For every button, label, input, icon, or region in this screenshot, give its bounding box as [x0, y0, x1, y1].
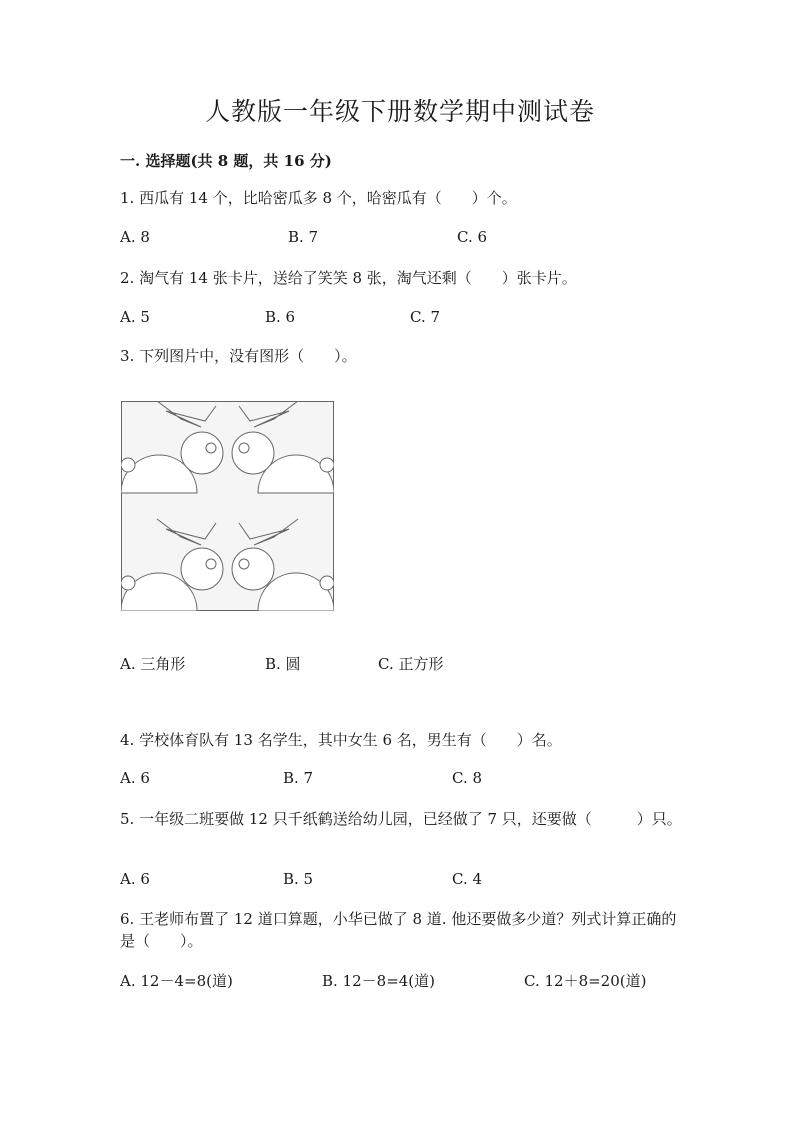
q6-option-c[interactable]: C. 12＋8=20(道) — [524, 972, 647, 990]
q3-option-a[interactable]: A. 三角形 — [120, 655, 186, 673]
q6-option-a[interactable]: A. 12－4=8(道) — [120, 972, 233, 990]
rabbit-shapes-figure — [121, 401, 334, 611]
page-title: 人教版一年级下册数学期中测试卷 — [204, 97, 595, 126]
question-5: 5. 一年级二班要做 12 只千纸鹤送给幼儿园，已经做了 7 只，还要做（ ）只。 — [120, 810, 682, 828]
q4-option-a[interactable]: A. 6 — [120, 769, 150, 787]
question-4: 4. 学校体育队有 13 名学生，其中女生 6 名，男生有（ ）名。 — [120, 731, 562, 749]
q2-option-b[interactable]: B. 6 — [265, 308, 296, 326]
q3-option-c[interactable]: C. 正方形 — [378, 655, 444, 673]
q1-option-b[interactable]: B. 7 — [288, 228, 319, 246]
question-2: 2. 淘气有 14 张卡片，送给了笑笑 8 张，淘气还剩（ ）张卡片。 — [120, 269, 577, 287]
section-heading: 一. 选择题(共 8 题，共 16 分) — [120, 152, 332, 170]
q3-option-b[interactable]: B. 圆 — [265, 655, 301, 673]
q1-option-a[interactable]: A. 8 — [120, 228, 150, 246]
q2-option-a[interactable]: A. 5 — [120, 308, 150, 326]
q4-option-c[interactable]: C. 8 — [452, 769, 483, 787]
question-6: 6. 王老师布置了 12 道口算题，小华已做了 8 道. 他还要做多少道？列式计算正确的是（ ）。 — [120, 910, 677, 950]
q5-option-a[interactable]: A. 6 — [120, 870, 150, 888]
q2-option-c[interactable]: C. 7 — [410, 308, 441, 326]
q5-option-c[interactable]: C. 4 — [452, 870, 483, 888]
q6-option-b[interactable]: B. 12－8=4(道) — [322, 972, 436, 990]
q4-option-b[interactable]: B. 7 — [283, 769, 314, 787]
question-3: 3. 下列图片中，没有图形（ ）。 — [120, 347, 357, 365]
question-1: 1. 西瓜有 14 个，比哈密瓜多 8 个，哈密瓜有（ ）个。 — [120, 189, 517, 207]
q5-option-b[interactable]: B. 5 — [283, 870, 314, 888]
q1-option-c[interactable]: C. 6 — [457, 228, 488, 246]
